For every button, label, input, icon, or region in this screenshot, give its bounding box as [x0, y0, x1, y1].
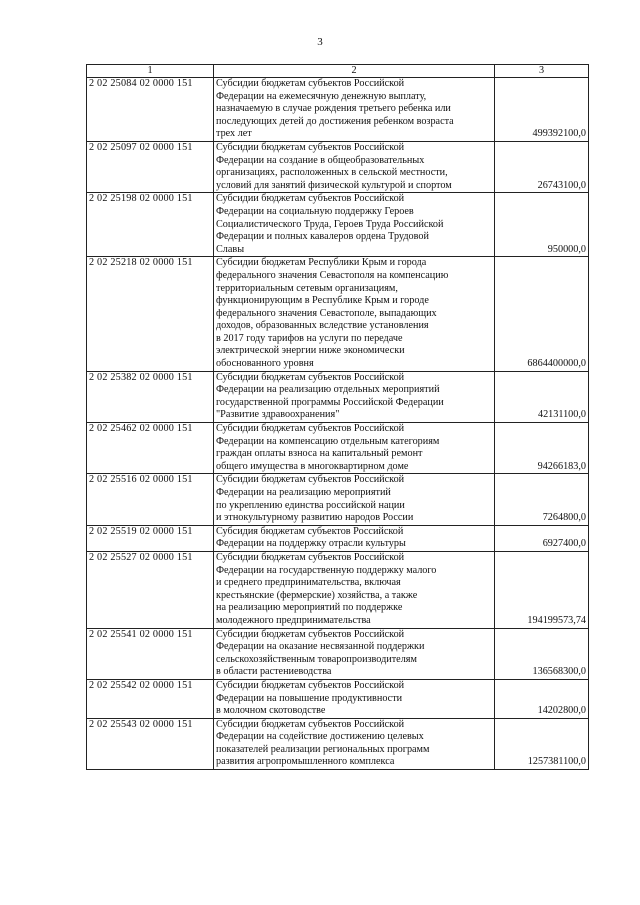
description-cell: Субсидии бюджетам субъектов Российской Федерации на содействие достижению целевых показателей реализации региональных программ развития агропромышленного комплекса	[214, 718, 495, 769]
description-cell: Субсидии бюджетам субъектов Российской Федерации на государственную поддержку малого и среднего предпринимательства, включая крестьянские (фермерские) хозяйства, а также на реализацию мероприятий по поддержке молодежного предпринимательства	[214, 551, 495, 628]
description-cell: Субсидии бюджетам Республики Крым и города федерального значения Севастополя на компенсацию территориальным сетевым организациям, функционирующим в Республике Крым и городе федерального значения Севастополе, выпадающих доходов, образованных вследствие установления в 2017 году тарифов на услуги по передаче электрической энергии ниже экономически обоснованного уровня	[214, 257, 495, 371]
page-number: 3	[317, 36, 323, 48]
code-cell: 2 02 25198 02 0000 151	[87, 193, 214, 257]
column-header-2: 2	[214, 65, 495, 78]
table-row	[87, 474, 589, 525]
table-header-row	[87, 65, 589, 78]
code-cell: 2 02 25218 02 0000 151	[87, 257, 214, 371]
table-row	[87, 679, 589, 718]
code-cell: 2 02 25543 02 0000 151	[87, 718, 214, 769]
table-row	[87, 371, 589, 422]
code-cell: 2 02 25462 02 0000 151	[87, 423, 214, 474]
description-cell: Субсидии бюджетам субъектов Российской Федерации на ежемесячную денежную выплату, назначаемую в случае рождения третьего ребенка или последующих детей до достижения ребенком возраста трех лет	[214, 78, 495, 142]
description-cell: Субсидии бюджетам субъектов Российской Федерации на создание в общеобразовательных организациях, расположенных в сельской местности, условий для занятий физической культурой и спортом	[214, 141, 495, 192]
description-cell: Субсидия бюджетам субъектов Российской Федерации на поддержку отрасли культуры	[214, 525, 495, 551]
code-cell: 2 02 25527 02 0000 151	[87, 551, 214, 628]
amount-cell: 6864400000,0	[495, 257, 589, 371]
table-row	[87, 628, 589, 679]
amount-cell: 14202800,0	[495, 679, 589, 718]
amount-cell: 26743100,0	[495, 141, 589, 192]
description-cell: Субсидии бюджетам субъектов Российской Федерации на компенсацию отдельным категориям граждан оплаты взноса на капитальный ремонт общего имущества в многоквартирном доме	[214, 423, 495, 474]
amount-cell: 136568300,0	[495, 628, 589, 679]
amount-cell: 950000,0	[495, 193, 589, 257]
amount-cell: 194199573,74	[495, 551, 589, 628]
table-row	[87, 78, 589, 142]
table-row	[87, 141, 589, 192]
table-row	[87, 551, 589, 628]
description-cell: Субсидии бюджетам субъектов Российской Федерации на социальную поддержку Героев Социалистического Труда, Героев Труда Российской Федерации и полных кавалеров ордена Трудовой Славы	[214, 193, 495, 257]
code-cell: 2 02 25516 02 0000 151	[87, 474, 214, 525]
code-cell: 2 02 25542 02 0000 151	[87, 679, 214, 718]
budget-table	[86, 64, 589, 770]
table-row	[87, 257, 589, 371]
column-header-3: 3	[495, 65, 589, 78]
amount-cell: 6927400,0	[495, 525, 589, 551]
table-row	[87, 193, 589, 257]
table-row	[87, 718, 589, 769]
amount-cell: 499392100,0	[495, 78, 589, 142]
table-row	[87, 423, 589, 474]
description-cell: Субсидии бюджетам субъектов Российской Федерации на реализацию мероприятий по укреплению единства российской нации и этнокультурному развитию народов России	[214, 474, 495, 525]
code-cell: 2 02 25084 02 0000 151	[87, 78, 214, 142]
description-cell: Субсидии бюджетам субъектов Российской Федерации на повышение продуктивности в молочном скотоводстве	[214, 679, 495, 718]
code-cell: 2 02 25541 02 0000 151	[87, 628, 214, 679]
table-body	[87, 65, 589, 770]
amount-cell: 1257381100,0	[495, 718, 589, 769]
code-cell: 2 02 25519 02 0000 151	[87, 525, 214, 551]
column-header-1: 1	[87, 65, 214, 78]
description-cell: Субсидии бюджетам субъектов Российской Федерации на реализацию отдельных мероприятий государственной программы Российской Федерации "Развитие здравоохранения"	[214, 371, 495, 422]
amount-cell: 94266183,0	[495, 423, 589, 474]
amount-cell: 7264800,0	[495, 474, 589, 525]
code-cell: 2 02 25097 02 0000 151	[87, 141, 214, 192]
amount-cell: 42131100,0	[495, 371, 589, 422]
description-cell: Субсидии бюджетам субъектов Российской Федерации на оказание несвязанной поддержки сельскохозяйственным товаропроизводителям в области растениеводства	[214, 628, 495, 679]
code-cell: 2 02 25382 02 0000 151	[87, 371, 214, 422]
table-row	[87, 525, 589, 551]
